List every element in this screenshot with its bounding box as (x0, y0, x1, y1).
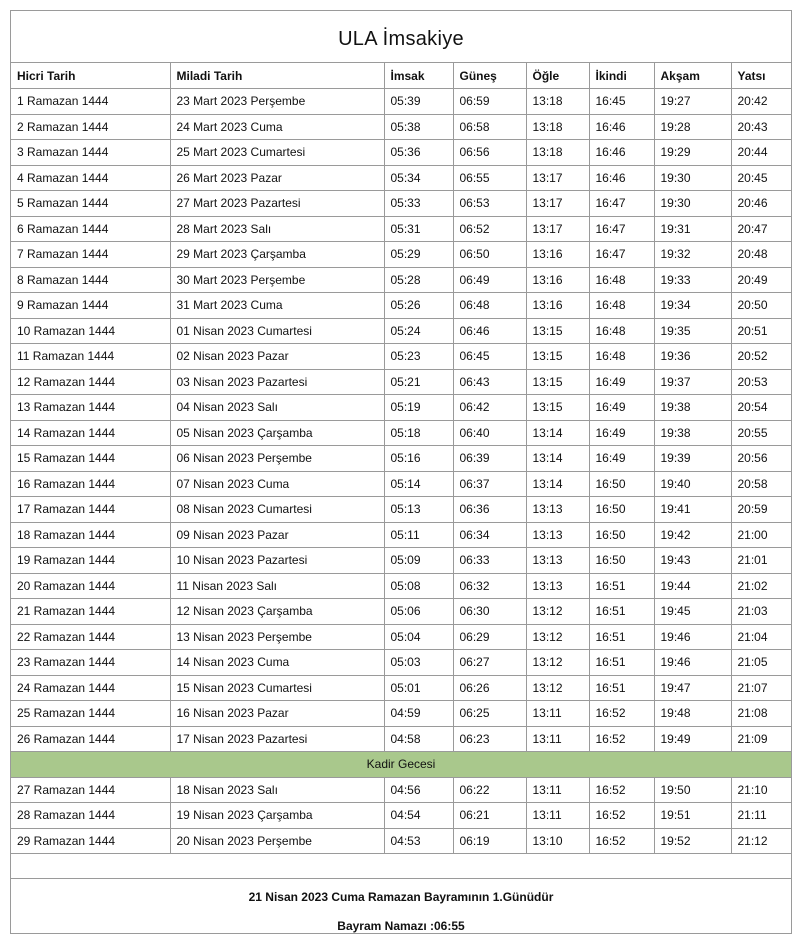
cell-aksam: 19:39 (654, 446, 731, 472)
cell-imsak: 05:33 (384, 191, 453, 217)
cell-ikindi: 16:52 (589, 777, 654, 803)
cell-ogle: 13:16 (526, 267, 589, 293)
cell-ogle: 13:18 (526, 89, 589, 115)
cell-yatsi: 20:58 (731, 471, 791, 497)
cell-yatsi: 20:47 (731, 216, 791, 242)
cell-hicri-tarih: 8 Ramazan 1444 (11, 267, 170, 293)
cell-ikindi: 16:51 (589, 650, 654, 676)
cell-ikindi: 16:52 (589, 726, 654, 752)
table-body (11, 89, 791, 854)
imsakiye-table (11, 63, 791, 854)
cell-miladi-tarih: 05 Nisan 2023 Çarşamba (170, 420, 384, 446)
cell-imsak: 05:29 (384, 242, 453, 268)
cell-miladi-tarih: 01 Nisan 2023 Cumartesi (170, 318, 384, 344)
cell-gunes: 06:42 (453, 395, 526, 421)
cell-yatsi: 21:11 (731, 803, 791, 829)
table-row (11, 624, 791, 650)
cell-yatsi: 20:46 (731, 191, 791, 217)
cell-yatsi: 20:49 (731, 267, 791, 293)
cell-yatsi: 21:01 (731, 548, 791, 574)
cell-yatsi: 20:52 (731, 344, 791, 370)
cell-miladi-tarih: 02 Nisan 2023 Pazar (170, 344, 384, 370)
cell-imsak: 05:28 (384, 267, 453, 293)
table-row (11, 267, 791, 293)
cell-yatsi: 21:07 (731, 675, 791, 701)
cell-hicri-tarih: 18 Ramazan 1444 (11, 522, 170, 548)
cell-hicri-tarih: 2 Ramazan 1444 (11, 114, 170, 140)
cell-aksam: 19:43 (654, 548, 731, 574)
table-row (11, 216, 791, 242)
cell-ogle: 13:13 (526, 497, 589, 523)
cell-aksam: 19:37 (654, 369, 731, 395)
cell-ogle: 13:15 (526, 369, 589, 395)
cell-aksam: 19:30 (654, 165, 731, 191)
cell-hicri-tarih: 10 Ramazan 1444 (11, 318, 170, 344)
cell-yatsi: 20:54 (731, 395, 791, 421)
cell-yatsi: 20:55 (731, 420, 791, 446)
cell-yatsi: 20:43 (731, 114, 791, 140)
cell-yatsi: 20:53 (731, 369, 791, 395)
cell-ikindi: 16:48 (589, 293, 654, 319)
cell-hicri-tarih: 26 Ramazan 1444 (11, 726, 170, 752)
cell-hicri-tarih: 5 Ramazan 1444 (11, 191, 170, 217)
cell-miladi-tarih: 06 Nisan 2023 Perşembe (170, 446, 384, 472)
cell-miladi-tarih: 28 Mart 2023 Salı (170, 216, 384, 242)
cell-miladi-tarih: 09 Nisan 2023 Pazar (170, 522, 384, 548)
cell-aksam: 19:38 (654, 420, 731, 446)
cell-yatsi: 20:51 (731, 318, 791, 344)
table-row (11, 318, 791, 344)
cell-ikindi: 16:51 (589, 675, 654, 701)
cell-imsak: 05:03 (384, 650, 453, 676)
cell-ikindi: 16:50 (589, 471, 654, 497)
cell-gunes: 06:21 (453, 803, 526, 829)
cell-aksam: 19:27 (654, 89, 731, 115)
table-row (11, 471, 791, 497)
cell-miladi-tarih: 16 Nisan 2023 Pazar (170, 701, 384, 727)
cell-aksam: 19:51 (654, 803, 731, 829)
table-row (11, 828, 791, 854)
cell-ogle: 13:13 (526, 573, 589, 599)
cell-aksam: 19:35 (654, 318, 731, 344)
cell-gunes: 06:52 (453, 216, 526, 242)
table-row (11, 803, 791, 829)
cell-ogle: 13:13 (526, 548, 589, 574)
cell-yatsi: 21:03 (731, 599, 791, 625)
cell-ogle: 13:16 (526, 293, 589, 319)
table-header-row (11, 63, 791, 89)
cell-gunes: 06:40 (453, 420, 526, 446)
table-row (11, 395, 791, 421)
column-header-ogle: Öğle (526, 63, 589, 89)
cell-imsak: 05:04 (384, 624, 453, 650)
cell-miladi-tarih: 23 Mart 2023 Perşembe (170, 89, 384, 115)
cell-ikindi: 16:50 (589, 522, 654, 548)
cell-ikindi: 16:50 (589, 548, 654, 574)
cell-yatsi: 20:50 (731, 293, 791, 319)
cell-aksam: 19:46 (654, 624, 731, 650)
cell-hicri-tarih: 6 Ramazan 1444 (11, 216, 170, 242)
table-row (11, 726, 791, 752)
table-row (11, 675, 791, 701)
cell-gunes: 06:46 (453, 318, 526, 344)
cell-ogle: 13:18 (526, 140, 589, 166)
cell-aksam: 19:34 (654, 293, 731, 319)
cell-imsak: 04:53 (384, 828, 453, 854)
kadir-gecesi-label: Kadir Gecesi (11, 752, 791, 778)
cell-gunes: 06:53 (453, 191, 526, 217)
cell-miladi-tarih: 18 Nisan 2023 Salı (170, 777, 384, 803)
cell-ogle: 13:17 (526, 165, 589, 191)
cell-ogle: 13:12 (526, 650, 589, 676)
cell-ikindi: 16:47 (589, 242, 654, 268)
cell-imsak: 05:13 (384, 497, 453, 523)
cell-aksam: 19:52 (654, 828, 731, 854)
cell-ogle: 13:17 (526, 191, 589, 217)
table-row (11, 777, 791, 803)
table-row (11, 140, 791, 166)
cell-ikindi: 16:46 (589, 165, 654, 191)
cell-hicri-tarih: 20 Ramazan 1444 (11, 573, 170, 599)
cell-miladi-tarih: 03 Nisan 2023 Pazartesi (170, 369, 384, 395)
cell-ogle: 13:10 (526, 828, 589, 854)
cell-ogle: 13:11 (526, 777, 589, 803)
column-header-aksam: Akşam (654, 63, 731, 89)
cell-aksam: 19:42 (654, 522, 731, 548)
cell-miladi-tarih: 10 Nisan 2023 Pazartesi (170, 548, 384, 574)
column-header-miladi-tarih: Miladi Tarih (170, 63, 384, 89)
cell-miladi-tarih: 13 Nisan 2023 Perşembe (170, 624, 384, 650)
cell-hicri-tarih: 7 Ramazan 1444 (11, 242, 170, 268)
cell-ikindi: 16:45 (589, 89, 654, 115)
cell-hicri-tarih: 11 Ramazan 1444 (11, 344, 170, 370)
cell-yatsi: 21:09 (731, 726, 791, 752)
table-row (11, 420, 791, 446)
page-title: ULA İmsakiye (11, 11, 791, 63)
cell-miladi-tarih: 31 Mart 2023 Cuma (170, 293, 384, 319)
column-header-yatsi: Yatsı (731, 63, 791, 89)
cell-imsak: 04:59 (384, 701, 453, 727)
table-row (11, 114, 791, 140)
cell-hicri-tarih: 4 Ramazan 1444 (11, 165, 170, 191)
cell-aksam: 19:47 (654, 675, 731, 701)
cell-ikindi: 16:52 (589, 701, 654, 727)
cell-ogle: 13:11 (526, 726, 589, 752)
cell-ikindi: 16:48 (589, 344, 654, 370)
cell-imsak: 04:58 (384, 726, 453, 752)
cell-ogle: 13:14 (526, 420, 589, 446)
cell-gunes: 06:22 (453, 777, 526, 803)
footer-divider (11, 854, 791, 879)
cell-imsak: 05:01 (384, 675, 453, 701)
cell-imsak: 05:23 (384, 344, 453, 370)
table-row (11, 165, 791, 191)
cell-miladi-tarih: 17 Nisan 2023 Pazartesi (170, 726, 384, 752)
cell-aksam: 19:45 (654, 599, 731, 625)
cell-ikindi: 16:48 (589, 267, 654, 293)
imsakiye-panel (10, 10, 792, 934)
cell-hicri-tarih: 1 Ramazan 1444 (11, 89, 170, 115)
bayram-notice: 21 Nisan 2023 Cuma Ramazan Bayramının 1.Günüdür (248, 890, 554, 904)
cell-gunes: 06:32 (453, 573, 526, 599)
cell-aksam: 19:33 (654, 267, 731, 293)
cell-miladi-tarih: 29 Mart 2023 Çarşamba (170, 242, 384, 268)
cell-yatsi: 20:45 (731, 165, 791, 191)
cell-imsak: 05:09 (384, 548, 453, 574)
column-header-hicri-tarih: Hicri Tarih (11, 63, 170, 89)
cell-ikindi: 16:47 (589, 191, 654, 217)
cell-miladi-tarih: 07 Nisan 2023 Cuma (170, 471, 384, 497)
table-row (11, 497, 791, 523)
cell-aksam: 19:36 (654, 344, 731, 370)
cell-ogle: 13:18 (526, 114, 589, 140)
cell-aksam: 19:32 (654, 242, 731, 268)
cell-ogle: 13:14 (526, 471, 589, 497)
cell-imsak: 05:38 (384, 114, 453, 140)
bayram-namazi-time: Bayram Namazı :06:55 (337, 919, 465, 933)
table-row (11, 89, 791, 115)
cell-ikindi: 16:51 (589, 624, 654, 650)
cell-ikindi: 16:49 (589, 395, 654, 421)
cell-hicri-tarih: 3 Ramazan 1444 (11, 140, 170, 166)
cell-gunes: 06:59 (453, 89, 526, 115)
cell-gunes: 06:45 (453, 344, 526, 370)
cell-hicri-tarih: 16 Ramazan 1444 (11, 471, 170, 497)
cell-miladi-tarih: 19 Nisan 2023 Çarşamba (170, 803, 384, 829)
cell-yatsi: 21:04 (731, 624, 791, 650)
cell-imsak: 05:06 (384, 599, 453, 625)
cell-ogle: 13:15 (526, 318, 589, 344)
cell-hicri-tarih: 17 Ramazan 1444 (11, 497, 170, 523)
table-row (11, 522, 791, 548)
cell-gunes: 06:43 (453, 369, 526, 395)
cell-aksam: 19:38 (654, 395, 731, 421)
cell-ikindi: 16:52 (589, 803, 654, 829)
cell-aksam: 19:44 (654, 573, 731, 599)
cell-yatsi: 20:56 (731, 446, 791, 472)
table-row (11, 446, 791, 472)
cell-hicri-tarih: 28 Ramazan 1444 (11, 803, 170, 829)
cell-imsak: 05:26 (384, 293, 453, 319)
cell-hicri-tarih: 14 Ramazan 1444 (11, 420, 170, 446)
cell-gunes: 06:27 (453, 650, 526, 676)
table-row (11, 191, 791, 217)
cell-ogle: 13:11 (526, 803, 589, 829)
cell-imsak: 05:18 (384, 420, 453, 446)
cell-hicri-tarih: 24 Ramazan 1444 (11, 675, 170, 701)
cell-ogle: 13:11 (526, 701, 589, 727)
cell-ogle: 13:12 (526, 624, 589, 650)
cell-hicri-tarih: 23 Ramazan 1444 (11, 650, 170, 676)
cell-imsak: 05:21 (384, 369, 453, 395)
cell-gunes: 06:29 (453, 624, 526, 650)
cell-yatsi: 20:42 (731, 89, 791, 115)
cell-gunes: 06:37 (453, 471, 526, 497)
cell-yatsi: 20:59 (731, 497, 791, 523)
cell-hicri-tarih: 25 Ramazan 1444 (11, 701, 170, 727)
cell-aksam: 19:50 (654, 777, 731, 803)
table-row (11, 650, 791, 676)
cell-aksam: 19:48 (654, 701, 731, 727)
cell-ikindi: 16:48 (589, 318, 654, 344)
cell-hicri-tarih: 21 Ramazan 1444 (11, 599, 170, 625)
cell-imsak: 05:31 (384, 216, 453, 242)
cell-yatsi: 21:12 (731, 828, 791, 854)
cell-gunes: 06:26 (453, 675, 526, 701)
cell-ogle: 13:17 (526, 216, 589, 242)
cell-aksam: 19:31 (654, 216, 731, 242)
cell-gunes: 06:19 (453, 828, 526, 854)
cell-miladi-tarih: 30 Mart 2023 Perşembe (170, 267, 384, 293)
column-header-ikindi: İkindi (589, 63, 654, 89)
cell-aksam: 19:46 (654, 650, 731, 676)
table-row (11, 701, 791, 727)
cell-hicri-tarih: 12 Ramazan 1444 (11, 369, 170, 395)
cell-yatsi: 21:05 (731, 650, 791, 676)
cell-aksam: 19:40 (654, 471, 731, 497)
cell-ikindi: 16:49 (589, 369, 654, 395)
cell-ikindi: 16:49 (589, 446, 654, 472)
cell-gunes: 06:55 (453, 165, 526, 191)
cell-aksam: 19:41 (654, 497, 731, 523)
cell-miladi-tarih: 25 Mart 2023 Cumartesi (170, 140, 384, 166)
cell-miladi-tarih: 12 Nisan 2023 Çarşamba (170, 599, 384, 625)
cell-aksam: 19:29 (654, 140, 731, 166)
table-row (11, 344, 791, 370)
cell-ikindi: 16:51 (589, 599, 654, 625)
cell-miladi-tarih: 08 Nisan 2023 Cumartesi (170, 497, 384, 523)
table-row (11, 573, 791, 599)
cell-miladi-tarih: 04 Nisan 2023 Salı (170, 395, 384, 421)
cell-miladi-tarih: 20 Nisan 2023 Perşembe (170, 828, 384, 854)
cell-ikindi: 16:46 (589, 140, 654, 166)
cell-ogle: 13:12 (526, 599, 589, 625)
cell-ogle: 13:12 (526, 675, 589, 701)
cell-gunes: 06:48 (453, 293, 526, 319)
cell-ikindi: 16:50 (589, 497, 654, 523)
cell-imsak: 05:39 (384, 89, 453, 115)
cell-miladi-tarih: 26 Mart 2023 Pazar (170, 165, 384, 191)
cell-hicri-tarih: 29 Ramazan 1444 (11, 828, 170, 854)
cell-ikindi: 16:47 (589, 216, 654, 242)
cell-hicri-tarih: 13 Ramazan 1444 (11, 395, 170, 421)
cell-ogle: 13:16 (526, 242, 589, 268)
cell-imsak: 05:08 (384, 573, 453, 599)
cell-miladi-tarih: 15 Nisan 2023 Cumartesi (170, 675, 384, 701)
table-row (11, 599, 791, 625)
cell-hicri-tarih: 9 Ramazan 1444 (11, 293, 170, 319)
cell-gunes: 06:49 (453, 267, 526, 293)
cell-aksam: 19:49 (654, 726, 731, 752)
cell-ogle: 13:15 (526, 344, 589, 370)
table-row (11, 369, 791, 395)
cell-hicri-tarih: 19 Ramazan 1444 (11, 548, 170, 574)
cell-gunes: 06:33 (453, 548, 526, 574)
cell-yatsi: 21:08 (731, 701, 791, 727)
cell-imsak: 04:54 (384, 803, 453, 829)
kadir-gecesi-row (11, 752, 791, 778)
cell-hicri-tarih: 15 Ramazan 1444 (11, 446, 170, 472)
table-row (11, 548, 791, 574)
cell-gunes: 06:39 (453, 446, 526, 472)
column-header-imsak: İmsak (384, 63, 453, 89)
cell-yatsi: 21:10 (731, 777, 791, 803)
cell-imsak: 05:34 (384, 165, 453, 191)
cell-hicri-tarih: 22 Ramazan 1444 (11, 624, 170, 650)
cell-aksam: 19:30 (654, 191, 731, 217)
cell-ikindi: 16:46 (589, 114, 654, 140)
table-row (11, 293, 791, 319)
cell-imsak: 05:16 (384, 446, 453, 472)
cell-gunes: 06:34 (453, 522, 526, 548)
cell-imsak: 05:24 (384, 318, 453, 344)
cell-yatsi: 21:00 (731, 522, 791, 548)
cell-aksam: 19:28 (654, 114, 731, 140)
cell-yatsi: 20:44 (731, 140, 791, 166)
table-row (11, 242, 791, 268)
cell-miladi-tarih: 27 Mart 2023 Pazartesi (170, 191, 384, 217)
cell-hicri-tarih: 27 Ramazan 1444 (11, 777, 170, 803)
cell-yatsi: 20:48 (731, 242, 791, 268)
cell-gunes: 06:36 (453, 497, 526, 523)
cell-ogle: 13:13 (526, 522, 589, 548)
cell-ogle: 13:15 (526, 395, 589, 421)
cell-miladi-tarih: 24 Mart 2023 Cuma (170, 114, 384, 140)
cell-imsak: 05:11 (384, 522, 453, 548)
cell-gunes: 06:56 (453, 140, 526, 166)
cell-ikindi: 16:51 (589, 573, 654, 599)
cell-ikindi: 16:52 (589, 828, 654, 854)
cell-imsak: 05:19 (384, 395, 453, 421)
cell-gunes: 06:30 (453, 599, 526, 625)
cell-imsak: 05:14 (384, 471, 453, 497)
cell-gunes: 06:50 (453, 242, 526, 268)
column-header-gunes: Güneş (453, 63, 526, 89)
cell-ogle: 13:14 (526, 446, 589, 472)
cell-yatsi: 21:02 (731, 573, 791, 599)
cell-miladi-tarih: 11 Nisan 2023 Salı (170, 573, 384, 599)
cell-gunes: 06:58 (453, 114, 526, 140)
cell-ikindi: 16:49 (589, 420, 654, 446)
cell-gunes: 06:23 (453, 726, 526, 752)
cell-miladi-tarih: 14 Nisan 2023 Cuma (170, 650, 384, 676)
cell-imsak: 04:56 (384, 777, 453, 803)
cell-imsak: 05:36 (384, 140, 453, 166)
cell-gunes: 06:25 (453, 701, 526, 727)
